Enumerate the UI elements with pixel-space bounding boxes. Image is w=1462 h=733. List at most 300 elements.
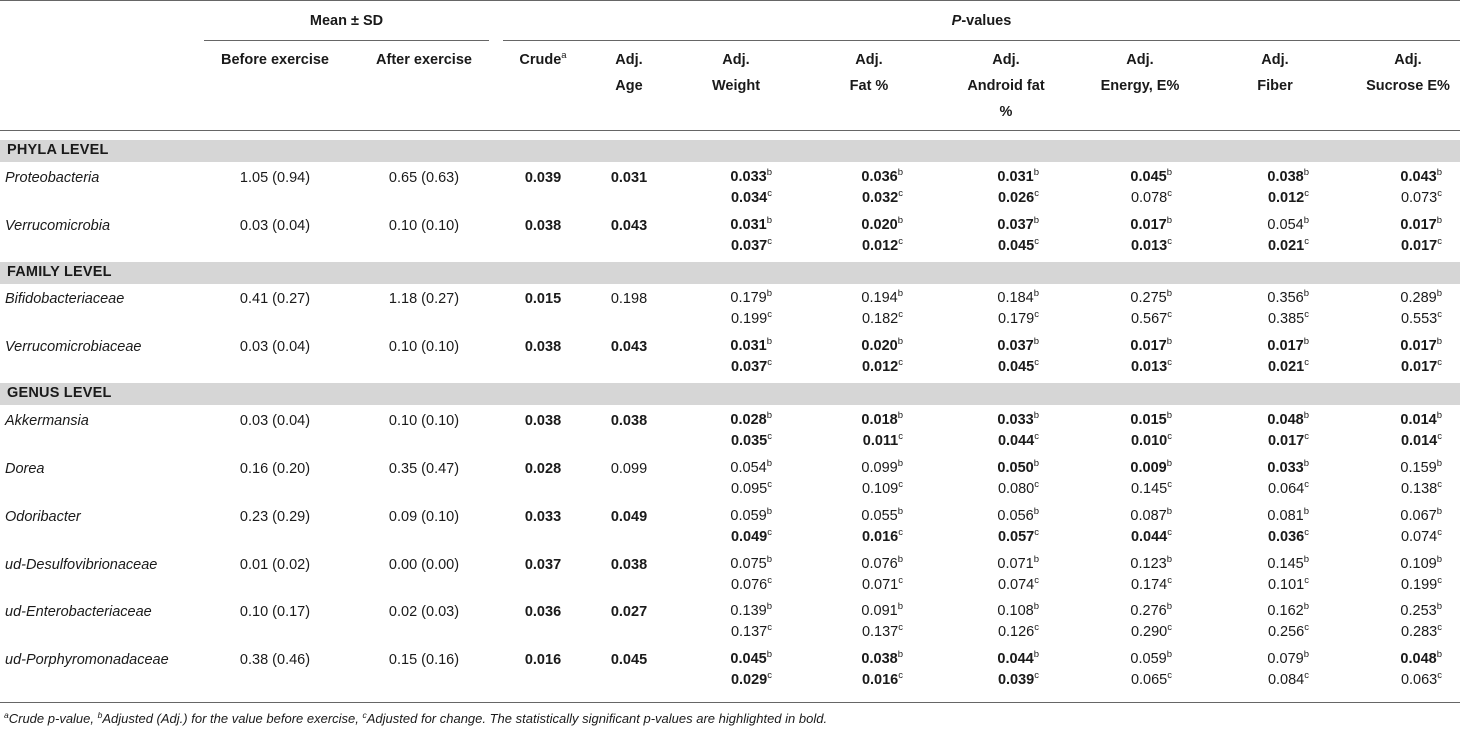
sup-c-marker: c	[1167, 236, 1172, 247]
p-value: 0.031	[730, 217, 767, 233]
p-adjusted-before	[672, 410, 772, 431]
p-adjusted-before	[1342, 288, 1442, 309]
p-value: 0.067	[1400, 508, 1437, 524]
p-adjusted-change	[939, 670, 1039, 691]
col-adj-header	[1215, 47, 1335, 125]
sup-c-marker: c	[898, 527, 903, 538]
sup-c-marker: c	[898, 479, 903, 490]
cell-adj-p-pair	[1072, 215, 1172, 257]
col-adj-header-line: Adj.	[855, 52, 883, 68]
p-adjusted-change	[1072, 357, 1172, 378]
sup-c-marker: c	[767, 188, 772, 199]
cell-crude-p: 0.028	[524, 461, 562, 477]
p-adjusted-before	[1209, 336, 1309, 357]
p-value: 0.199	[730, 311, 768, 327]
sup-c-marker: c	[1034, 622, 1039, 633]
p-value: 0.045	[997, 359, 1035, 375]
cell-after-exercise: 0.10 (0.10)	[388, 218, 460, 234]
cell-adj-p-pair	[803, 506, 903, 548]
sup-c-marker: c	[1167, 357, 1172, 368]
cell-adj-p-pair	[939, 215, 1039, 257]
col-adj-header-line: Energy, E%	[1100, 78, 1180, 94]
cell-adj-p-pair	[803, 458, 903, 500]
cell-adj-p-pair	[672, 336, 772, 378]
col-adj-header-line: Weight	[711, 78, 761, 94]
p-value: 0.020	[861, 217, 898, 233]
p-adjusted-change	[803, 236, 903, 257]
p-value: 0.035	[730, 433, 768, 449]
sup-c-marker: c	[767, 670, 772, 681]
cell-adj-p-pair	[803, 601, 903, 643]
footnote-c-text: Adjusted for change. The statistically significant p-values are highlighted in bold.	[366, 711, 828, 726]
p-adjusted-before	[939, 215, 1039, 236]
cell-adj-p-pair	[803, 167, 903, 209]
p-value: 0.567	[1130, 311, 1168, 327]
p-value: 0.037	[730, 238, 768, 254]
p-adjusted-before	[939, 167, 1039, 188]
sup-c-marker: c	[1167, 622, 1172, 633]
sup-b-marker: b	[1303, 288, 1309, 299]
cell-crude-p: 0.036	[524, 604, 562, 620]
p-adjusted-before	[1342, 649, 1442, 670]
p-value: 0.012	[1267, 190, 1305, 206]
sup-c-marker: c	[1034, 188, 1039, 199]
p-value: 0.038	[1267, 169, 1304, 185]
footnote-b-marker: b	[97, 710, 103, 720]
cell-adj-p-pair	[672, 649, 772, 691]
cell-crude-p: 0.038	[524, 339, 562, 355]
p-value: 0.021	[1267, 238, 1305, 254]
p-adjusted-before	[1072, 336, 1172, 357]
sup-b-marker: b	[1166, 506, 1172, 517]
cell-after-exercise: 0.02 (0.03)	[388, 604, 460, 620]
cell-crude-p: 0.039	[524, 170, 562, 186]
col-adj-header-line: Sucrose E%	[1366, 78, 1450, 94]
p-value: 0.071	[861, 577, 899, 593]
p-value: 0.016	[861, 672, 899, 688]
col-adj-header-line: %	[999, 104, 1013, 120]
p-adjusted-change	[1342, 622, 1442, 643]
sup-c-marker: c	[1304, 527, 1309, 538]
cell-adj-p-pair	[1209, 288, 1309, 330]
sup-c-marker: c	[1304, 575, 1309, 586]
sup-b-marker: b	[1166, 288, 1172, 299]
sup-c-marker: c	[1034, 479, 1039, 490]
cell-adj-p-pair	[1209, 601, 1309, 643]
p-value: 0.028	[730, 412, 767, 428]
sup-b-marker: b	[897, 458, 903, 469]
p-adjusted-before	[803, 336, 903, 357]
sup-c-marker: c	[1437, 357, 1442, 368]
p-value: 0.059	[1130, 651, 1167, 667]
p-adjusted-before	[939, 554, 1039, 575]
p-adjusted-change	[672, 309, 772, 330]
p-adjusted-change	[1209, 431, 1309, 452]
p-adjusted-before	[1342, 410, 1442, 431]
p-value: 0.012	[861, 359, 899, 375]
p-value: 0.075	[730, 556, 767, 572]
p-value: 0.031	[997, 169, 1034, 185]
p-adjusted-before	[672, 336, 772, 357]
p-value: 0.253	[1400, 603, 1437, 619]
sup-c-marker: c	[1304, 236, 1309, 247]
cell-adj-age-p: 0.198	[610, 291, 648, 307]
sup-c-marker: c	[1437, 188, 1442, 199]
p-value: 0.012	[861, 238, 899, 254]
col-adj-header-line: Adj.	[722, 52, 750, 68]
cell-adj-p-pair	[803, 336, 903, 378]
p-adjusted-change	[672, 431, 772, 452]
sup-b-marker: b	[1303, 410, 1309, 421]
footnote-b-text: Adjusted (Adj.) for the value before exercise,	[102, 711, 363, 726]
sup-b-marker: b	[1303, 601, 1309, 612]
cell-adj-age-p: 0.038	[610, 413, 648, 429]
p-adjusted-before	[1342, 167, 1442, 188]
col-adj-header-line: Adj.	[992, 52, 1020, 68]
p-value: 0.017	[1400, 238, 1438, 254]
p-adjusted-before	[1209, 601, 1309, 622]
col-adj-header	[946, 47, 1066, 125]
p-adjusted-before	[939, 506, 1039, 527]
p-adjusted-before	[1072, 288, 1172, 309]
p-adjusted-change	[1072, 527, 1172, 548]
cell-adj-age-p: 0.031	[610, 170, 648, 186]
p-value: 0.159	[1400, 460, 1437, 476]
sup-c-marker: c	[1437, 527, 1442, 538]
p-adjusted-change	[803, 575, 903, 596]
p-adjusted-change	[1209, 236, 1309, 257]
section-label: GENUS LEVEL	[7, 385, 112, 401]
col-adj-header-line	[809, 99, 929, 125]
p-value: 0.050	[997, 460, 1034, 476]
p-value: 0.137	[730, 624, 768, 640]
p-adjusted-change	[1342, 670, 1442, 691]
sup-b-marker: b	[1436, 410, 1442, 421]
row-taxon-name: Bifidobacteriaceae	[5, 291, 125, 307]
cell-adj-age-p: 0.038	[610, 557, 648, 573]
p-value: 0.037	[997, 217, 1034, 233]
sup-c-marker: c	[1437, 622, 1442, 633]
sup-b-marker: b	[1033, 410, 1039, 421]
sup-b-marker: b	[766, 410, 772, 421]
sup-b-marker: b	[1303, 336, 1309, 347]
cell-adj-p-pair	[1342, 167, 1442, 209]
p-value: 0.031	[730, 338, 767, 354]
p-value: 0.385	[1267, 311, 1305, 327]
sup-b-marker: b	[897, 288, 903, 299]
sup-b-marker: b	[1166, 601, 1172, 612]
p-value: 0.071	[997, 556, 1034, 572]
sup-b-marker: b	[766, 336, 772, 347]
sup-b-marker: b	[1033, 554, 1039, 565]
cell-adj-p-pair	[1342, 215, 1442, 257]
cell-adj-p-pair	[1072, 506, 1172, 548]
col-adj-header-line	[569, 99, 689, 125]
p-value: 0.037	[997, 338, 1034, 354]
cell-adj-p-pair	[1342, 601, 1442, 643]
p-adjusted-change	[1072, 309, 1172, 330]
cell-adj-p-pair	[939, 410, 1039, 452]
sup-b-marker: b	[897, 215, 903, 226]
top-rule	[0, 0, 1460, 1]
col-adj-header	[676, 47, 796, 125]
cell-adj-p-pair	[1209, 458, 1309, 500]
sup-b-marker: b	[1166, 554, 1172, 565]
sup-b-marker: b	[1033, 288, 1039, 299]
cell-adj-p-pair	[939, 288, 1039, 330]
p-values-rest: -values	[961, 13, 1012, 29]
cell-adj-age-p: 0.045	[610, 652, 648, 668]
p-adjusted-before	[803, 410, 903, 431]
p-adjusted-change	[939, 622, 1039, 643]
sup-b-marker: b	[766, 288, 772, 299]
p-adjusted-before	[939, 288, 1039, 309]
p-value: 0.017	[1400, 217, 1437, 233]
p-adjusted-change	[1072, 622, 1172, 643]
p-adjusted-before	[672, 554, 772, 575]
p-value: 0.139	[730, 603, 767, 619]
sup-c-marker: c	[767, 527, 772, 538]
cell-adj-p-pair	[1209, 554, 1309, 596]
cell-adj-p-pair	[803, 410, 903, 452]
p-value: 0.015	[1130, 412, 1167, 428]
p-adjusted-change	[1342, 236, 1442, 257]
p-adjusted-change	[1209, 357, 1309, 378]
cell-adj-p-pair	[939, 649, 1039, 691]
p-adjusted-before	[803, 506, 903, 527]
p-value: 0.055	[861, 508, 898, 524]
sup-c-marker: c	[1437, 431, 1442, 442]
p-adjusted-before	[672, 506, 772, 527]
sup-b-marker: b	[766, 458, 772, 469]
p-value: 0.038	[861, 651, 898, 667]
p-value: 0.074	[1400, 529, 1438, 545]
p-value: 0.179	[997, 311, 1035, 327]
p-adjusted-change	[1209, 622, 1309, 643]
row-taxon-name: Verrucomicrobiaceae	[5, 339, 142, 355]
p-adjusted-before	[1209, 288, 1309, 309]
p-adjusted-change	[803, 431, 903, 452]
sup-b-marker: b	[1436, 215, 1442, 226]
p-value: 0.108	[997, 603, 1034, 619]
footnote-a-marker: a	[4, 710, 9, 720]
cell-adj-p-pair	[803, 288, 903, 330]
cell-before-exercise: 1.05 (0.94)	[239, 170, 311, 186]
p-value: 0.017	[1267, 433, 1305, 449]
p-adjusted-before	[803, 601, 903, 622]
p-value: 0.059	[730, 508, 767, 524]
sup-b-marker: b	[897, 336, 903, 347]
cell-adj-p-pair	[1209, 410, 1309, 452]
p-value: 0.017	[1400, 359, 1438, 375]
row-taxon-name: Verrucomicrobia	[5, 218, 111, 234]
cell-adj-p-pair	[672, 458, 772, 500]
col-adj-header-line	[676, 99, 796, 125]
p-adjusted-before	[1209, 458, 1309, 479]
section-header	[0, 383, 1460, 405]
cell-adj-p-pair	[672, 410, 772, 452]
p-value: 0.194	[861, 290, 898, 306]
cell-adj-p-pair	[1072, 288, 1172, 330]
sup-c-marker: c	[767, 431, 772, 442]
p-value: 0.099	[861, 460, 898, 476]
p-value: 0.017	[1400, 338, 1437, 354]
p-value: 0.020	[861, 338, 898, 354]
p-adjusted-change	[939, 527, 1039, 548]
cell-crude-p: 0.016	[524, 652, 562, 668]
sup-b-marker: b	[1436, 554, 1442, 565]
p-adjusted-before	[1209, 167, 1309, 188]
col-adj-header-line: Fat %	[849, 78, 889, 94]
sup-b-marker: b	[1166, 167, 1172, 178]
p-adjusted-before	[803, 649, 903, 670]
col-after-exercise: After exercise	[376, 52, 472, 68]
sup-c-marker: c	[1034, 357, 1039, 368]
p-value: 0.049	[730, 529, 768, 545]
col-adj-header-line: Adj.	[1126, 52, 1154, 68]
sup-c-marker: c	[1437, 309, 1442, 320]
col-adj-header	[1080, 47, 1200, 125]
header-bottom-rule	[0, 130, 1460, 131]
cell-adj-p-pair	[1072, 649, 1172, 691]
cell-adj-p-pair	[1342, 288, 1442, 330]
p-value: 0.044	[997, 433, 1035, 449]
cell-adj-p-pair	[672, 554, 772, 596]
p-adjusted-change	[939, 479, 1039, 500]
cell-adj-p-pair	[672, 167, 772, 209]
p-value: 0.014	[1400, 412, 1437, 428]
p-value: 0.064	[1267, 481, 1305, 497]
section-label: PHYLA LEVEL	[7, 142, 109, 158]
p-value: 0.013	[1130, 238, 1168, 254]
row-taxon-name: Dorea	[5, 461, 45, 477]
p-value: 0.145	[1130, 481, 1168, 497]
cell-adj-p-pair	[1072, 601, 1172, 643]
p-adjusted-change	[939, 236, 1039, 257]
cell-adj-age-p: 0.049	[610, 509, 648, 525]
cell-before-exercise: 0.41 (0.27)	[239, 291, 311, 307]
cell-adj-age-p: 0.099	[610, 461, 648, 477]
sup-c-marker: c	[898, 622, 903, 633]
mean-sd-group-header: Mean ± SD	[309, 13, 384, 29]
cell-adj-p-pair	[803, 215, 903, 257]
p-adjusted-change	[803, 670, 903, 691]
col-adj-header-line	[1215, 99, 1335, 125]
row-taxon-name: Proteobacteria	[5, 170, 100, 186]
p-adjusted-before	[672, 288, 772, 309]
p-value: 0.256	[1267, 624, 1305, 640]
p-adjusted-before	[672, 601, 772, 622]
cell-adj-p-pair	[1209, 649, 1309, 691]
sup-c-marker: c	[1437, 670, 1442, 681]
sup-b-marker: b	[1033, 601, 1039, 612]
p-adjusted-before	[1072, 458, 1172, 479]
p-value: 0.010	[1130, 433, 1168, 449]
sup-c-marker: c	[767, 622, 772, 633]
p-adjusted-change	[1072, 236, 1172, 257]
sup-b-marker: b	[766, 649, 772, 660]
sup-b-marker: b	[1436, 601, 1442, 612]
sup-c-marker: c	[1167, 527, 1172, 538]
p-adjusted-before	[1342, 506, 1442, 527]
sup-b-marker: b	[1303, 554, 1309, 565]
sup-b-marker: b	[1033, 649, 1039, 660]
table-footnote	[4, 711, 827, 726]
p-adjusted-change	[672, 622, 772, 643]
p-adjusted-change	[1072, 670, 1172, 691]
p-value: 0.036	[1267, 529, 1305, 545]
p-value: 0.078	[1130, 190, 1168, 206]
p-value: 0.048	[1400, 651, 1437, 667]
p-value: 0.045	[1130, 169, 1167, 185]
sup-b-marker: b	[1436, 458, 1442, 469]
col-adj-header	[569, 47, 689, 125]
p-value: 0.076	[730, 577, 768, 593]
sup-b-marker: b	[1166, 215, 1172, 226]
p-adjusted-change	[939, 188, 1039, 209]
p-value: 0.032	[861, 190, 899, 206]
cell-before-exercise: 0.03 (0.04)	[239, 339, 311, 355]
row-taxon-name: ud-Porphyromonadaceae	[5, 652, 169, 668]
col-crude-label: Crude	[519, 52, 562, 68]
p-adjusted-change	[1342, 479, 1442, 500]
p-value: 0.065	[1130, 672, 1168, 688]
cell-adj-p-pair	[1209, 167, 1309, 209]
col-before-exercise: Before exercise	[220, 52, 329, 68]
sup-b-marker: b	[1303, 506, 1309, 517]
p-adjusted-before	[1072, 506, 1172, 527]
section-header	[0, 140, 1460, 162]
p-value: 0.063	[1400, 672, 1438, 688]
sup-b-marker: b	[766, 554, 772, 565]
p-value: 0.056	[997, 508, 1034, 524]
cell-crude-p: 0.038	[524, 218, 562, 234]
sup-c-marker: c	[1034, 236, 1039, 247]
p-value: 0.184	[997, 290, 1034, 306]
p-adjusted-change	[672, 357, 772, 378]
p-value: 0.044	[1130, 529, 1168, 545]
cell-before-exercise: 0.23 (0.29)	[239, 509, 311, 525]
p-value: 0.018	[861, 412, 898, 428]
sup-c-marker: c	[1167, 431, 1172, 442]
sup-c-marker: c	[1034, 527, 1039, 538]
p-value: 0.054	[1267, 217, 1304, 233]
sup-c-marker: c	[1034, 575, 1039, 586]
p-adjusted-change	[1209, 527, 1309, 548]
p-value: 0.162	[1267, 603, 1304, 619]
p-adjusted-before	[672, 458, 772, 479]
p-value: 0.045	[997, 238, 1035, 254]
p-value: 0.087	[1130, 508, 1167, 524]
p-value: 0.081	[1267, 508, 1304, 524]
p-adjusted-before	[939, 601, 1039, 622]
p-adjusted-change	[939, 357, 1039, 378]
p-value: 0.039	[997, 672, 1035, 688]
col-adj-header-line: Adj.	[1261, 52, 1289, 68]
sup-b-marker: b	[1166, 649, 1172, 660]
sup-b-marker: b	[766, 215, 772, 226]
p-adjusted-change	[1342, 309, 1442, 330]
p-value: 0.034	[730, 190, 768, 206]
sup-c-marker: c	[1437, 479, 1442, 490]
sup-c-marker: c	[898, 670, 903, 681]
col-adj-header-line: Android fat	[967, 78, 1045, 94]
cell-before-exercise: 0.01 (0.02)	[239, 557, 311, 573]
p-value: 0.123	[1130, 556, 1167, 572]
sup-c-marker: c	[898, 188, 903, 199]
col-adj-header-line	[1080, 99, 1200, 125]
cell-before-exercise: 0.03 (0.04)	[239, 218, 311, 234]
